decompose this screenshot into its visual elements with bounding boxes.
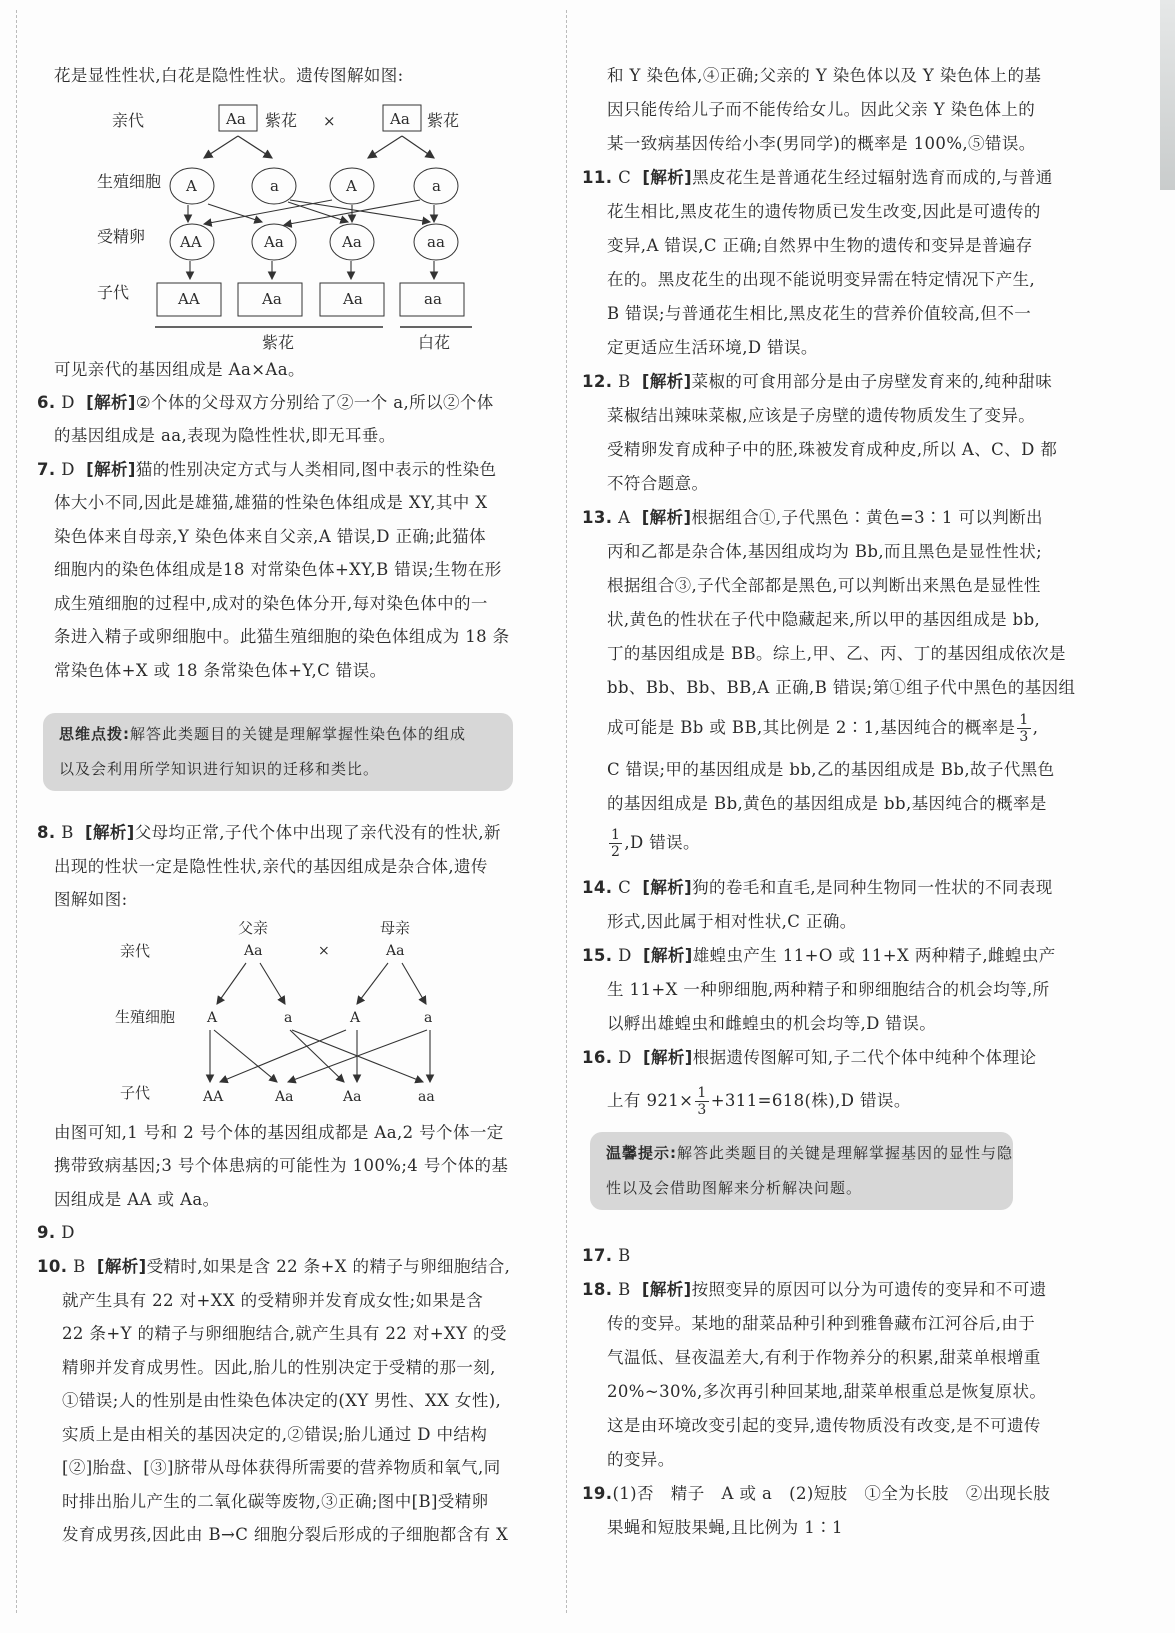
svg-text:受精卵: 受精卵: [97, 227, 146, 246]
svg-text:Aa: Aa: [343, 290, 363, 308]
svg-text:A: A: [207, 1010, 218, 1026]
svg-text:a: a: [270, 177, 279, 195]
svg-text:a: a: [424, 1010, 433, 1026]
svg-text:Aa: Aa: [262, 290, 282, 308]
genetic-diagram-flowers: [0, 95, 560, 350]
svg-text:AA: AA: [178, 290, 200, 308]
svg-text:Aa: Aa: [244, 943, 263, 959]
svg-text:Aa: Aa: [386, 943, 405, 959]
svg-text:a: a: [432, 177, 441, 195]
answer-q9: 9. D: [37, 1223, 75, 1242]
svg-text:A: A: [346, 177, 357, 195]
gamete-row-2: [206, 1010, 432, 1026]
svg-text:A: A: [350, 1010, 361, 1026]
svg-text:父亲: 父亲: [238, 919, 269, 937]
phenotype-purple: 紫花: [262, 333, 295, 352]
row-labels: [97, 111, 161, 302]
svg-text:亲代: 亲代: [112, 111, 145, 130]
svg-text:AA: AA: [203, 1089, 224, 1105]
right-column: 和 Y 染色体,④正确;父亲的 Y 染色体以及 Y 染色体上的基 因只能传给儿子而不能传给女儿。因此父亲 Y 染色体上的 某一致病基因传给小李(男同学)的概率是 100%,⑤错误。 11. C [解析]黑皮花生是普通花生经过辐射选育而成的,与普通 花生相比,黑皮花生的遗传物质已发生改变,因此是可遗传的 变异,A 错误,C 正确;自然界中生物的遗传和变异是普遍存 在的。黑皮花生的出现不能说明变异需在特定情况下产生, B 错误;与普通花生相比,黑皮花生的营养价值较高,但不一 定更适应生活环境,D 错误。 12. B [解析]菜椒的可食用部分是由子房壁发育来的,纯种甜味 菜椒结出辣味菜椒,应该是子房壁的遗传物质发生了变异。 受精卵发育成种子中的胚,珠被发育成种皮,所以 A、C、D 都 不符合题意。 13. A [解析]根据组合①,子代黑色∶黄色=3∶1 可以判断出 丙和乙都是杂合体,基因组成均为 Bb,而且黑色是显性性状; 根据组合③,子代全部都是黑色,可以判断出来黑色是显性性 状,黄色的性状在子代中隐藏起来,所以甲的基因组成是 bb, 丁的基因组成是 BB。综上,甲、乙、丙、丁的基因组成依次是 bb、Bb、Bb、BB,A 正确,B 错误;第①组子代中黑色的基因组 成可能是 Bb 或 BB,其比例是 2∶1,基因纯合的概率是 $\frac{1}{3}$ , C 错误;甲的基因组成是 bb,乙的基因组成是 Bb,故子代黑色 的基因组成是 Bb,黄色的基因组成是 bb,基因纯合的概率是 $\frac{1}{2}$ ,D 错误。 14. C [解析]狗的卷毛和直毛,是同种生物同一性状的不同表现 形式,因此属于相对性状,C 正确。 15. D [解析]雄蝗虫产生 11+O 或 11+X 两种精子,雌蝗虫产 生 11+X 一种卵细胞,两种精子和卵细胞结合的机会均等,所 以孵出雄蝗虫和雌蝗虫的机会均等,D 错误。 16. D [解析]根据遗传图解可知,子二代个体中纯种个体理论 上有 921× $\frac{1}{3}$ +311=618(株),D 错误。 温馨提示:解答此类题目的关键是理解掌握基因的显性与隐 性以及会借助图解来分析解决问题。 17. B 18. B [解析]按照变异的原因可以分为可遗传的变异和不可遗 传的变异。某地的甜菜品种引种到雅鲁藏布江河谷后,由于 气温低、昼夜温差大,有利于作物养分的积累,甜菜单根增重 20%~30%,多次再引种回某地,甜菜单根重总是恢复原状。 这是由环境改变引起的变异,遗传物质没有改变,是不可遗传 的变异。 19.(1)否 精子 A 或 a (2)短肢 ①全为长肢 ②出现长肢 果蝇和短肢果蝇,且比例为 1∶1: [582, 66, 1076, 1537]
svg-text:紫花: 紫花: [427, 111, 460, 130]
tip-box-thinking: 思维点拨:解答此类题目的关键是理解掌握性染色体的组成 以及会利用所学知识进行知识的迁移和类比。: [43, 713, 513, 791]
fraction-one-third: $\frac{1}{3}$: [1019, 712, 1029, 745]
parent-titles: [238, 919, 410, 937]
intro-line: 花是显性性状,白花是隐性性状。遗传图解如图:: [54, 66, 404, 85]
svg-text:Aa: Aa: [390, 110, 410, 128]
fraction-one-half: $\frac{1}{2}$: [611, 827, 621, 860]
svg-text:紫花: 紫花: [265, 111, 298, 130]
zygote-row: [170, 224, 458, 260]
svg-text:Aa: Aa: [264, 233, 284, 251]
genetic-diagram-disease: [0, 910, 560, 1105]
svg-text:亲代: 亲代: [120, 942, 151, 960]
svg-text:aa: aa: [424, 290, 442, 308]
svg-text:aa: aa: [427, 233, 445, 251]
svg-text:生殖细胞: 生殖细胞: [115, 1008, 176, 1026]
offspring-row-2: [202, 1089, 435, 1105]
left-column: 花是显性性状,白花是隐性性状。遗传图解如图: 亲代 生殖细胞 受精卵 子代 Aa 紫花 × Aa 紫花 A a A a AA Aa Aa aa AA Aa Aa aa 紫花 白花 可见亲代的基因组成是 Aa×Aa。 6. D [解析]②个体的父母双方分别给了②一个 a,所以②个体 的基因组成是 aa,表现为隐性性状,即无耳垂。 7. D [解析]猫的性别决定方式与人类相同,图中表示的性染色 体大小不同,因此是雄猫,雄猫的性染色体组成是 XY,其中 X 染色体来自母亲,Y 染色体来自父亲,A 错误,D 正确;此猫体 细胞内的染色体组成是18 对常染色体+XY,B 错误;生物在形 成生殖细胞的过程中,成对的染色体分开,每对染色体中的一 条进入精子或卵细胞中。此猫生殖细胞的染色体组成为 18 条 常染色体+X 或 18 条常染色体+Y,C 错误。 思维点拨:解答此类题目的关键是理解掌握性染色体的组成 以及会利用所学知识进行知识的迁移和类比。 8. B [解析]父母均正常,子代个体中出现了亲代没有的性状,新 出现的性状一定是隐性性状,亲代的基因组成是杂合体,遗传 图解如图: 父亲 母亲 亲代 生殖细胞 子代 Aa × Aa A a A a AA Aa Aa aa 由图可知,1 号和 2 号个体的基因组成都是 Aa,2 号个体一定 携带致病基因;3 号个体患病的可能性为 100%;4 号个体的基 因组成是 AA 或 Aa。 9. D 10. B [解析]受精时,如果是含 22 条+X 的精子与卵细胞结合, 就产生具有 22 对+XX 的受精卵并发育成女性;如果是含 22 条+Y 的精子与卵细胞结合,就产生具有 22 对+XY 的受 精卵并发育成男性。因此,胎儿的性别决定于受精的那一刻, ①错误;人的性别是由性染色体决定的(XY 男性、XX 女性), 实质上是由相关的基因决定的,②错误;胎儿通过 D 中结构 [②]胎盘、[③]脐带从母体获得所需要的营养物质和氧气,同 时排出胎儿产生的二氧化碳等废物,③正确;图中[B]受精卵 发育成男孩,因此由 B→C 细胞分裂后形成的子细胞都含有 X: [0, 0, 560, 1633]
row-labels-2: [115, 942, 175, 1102]
tip-box-reminder: 温馨提示:解答此类题目的关键是理解掌握基因的显性与隐 性以及会借助图解来分析解决问题。: [590, 1132, 1013, 1210]
parent-row: [219, 105, 459, 131]
answer-q17: 17. B: [582, 1246, 631, 1265]
svg-text:母亲: 母亲: [380, 919, 411, 937]
fraction-one-third-q16: $\frac{1}{3}$: [697, 1085, 707, 1118]
svg-text:Aa: Aa: [226, 110, 246, 128]
svg-text:×: ×: [323, 112, 336, 130]
svg-text:子代: 子代: [97, 283, 130, 302]
offspring-row: [157, 283, 464, 316]
page-edge-tab: [1160, 0, 1175, 190]
svg-text:Aa: Aa: [342, 233, 362, 251]
svg-text:Aa: Aa: [343, 1089, 362, 1105]
after-diagram1: 可见亲代的基因组成是 Aa×Aa。: [54, 360, 305, 379]
svg-text:a: a: [284, 1010, 293, 1026]
svg-text:子代: 子代: [120, 1084, 151, 1102]
svg-text:A: A: [186, 177, 197, 195]
parent-genotypes: [243, 943, 404, 959]
gamete-row: [170, 168, 458, 204]
phenotype-white: 白花: [418, 333, 451, 352]
svg-text:aa: aa: [418, 1089, 435, 1105]
svg-text:生殖细胞: 生殖细胞: [97, 172, 162, 191]
svg-text:Aa: Aa: [275, 1089, 294, 1105]
svg-text:AA: AA: [180, 233, 202, 251]
svg-text:×: ×: [318, 943, 330, 959]
